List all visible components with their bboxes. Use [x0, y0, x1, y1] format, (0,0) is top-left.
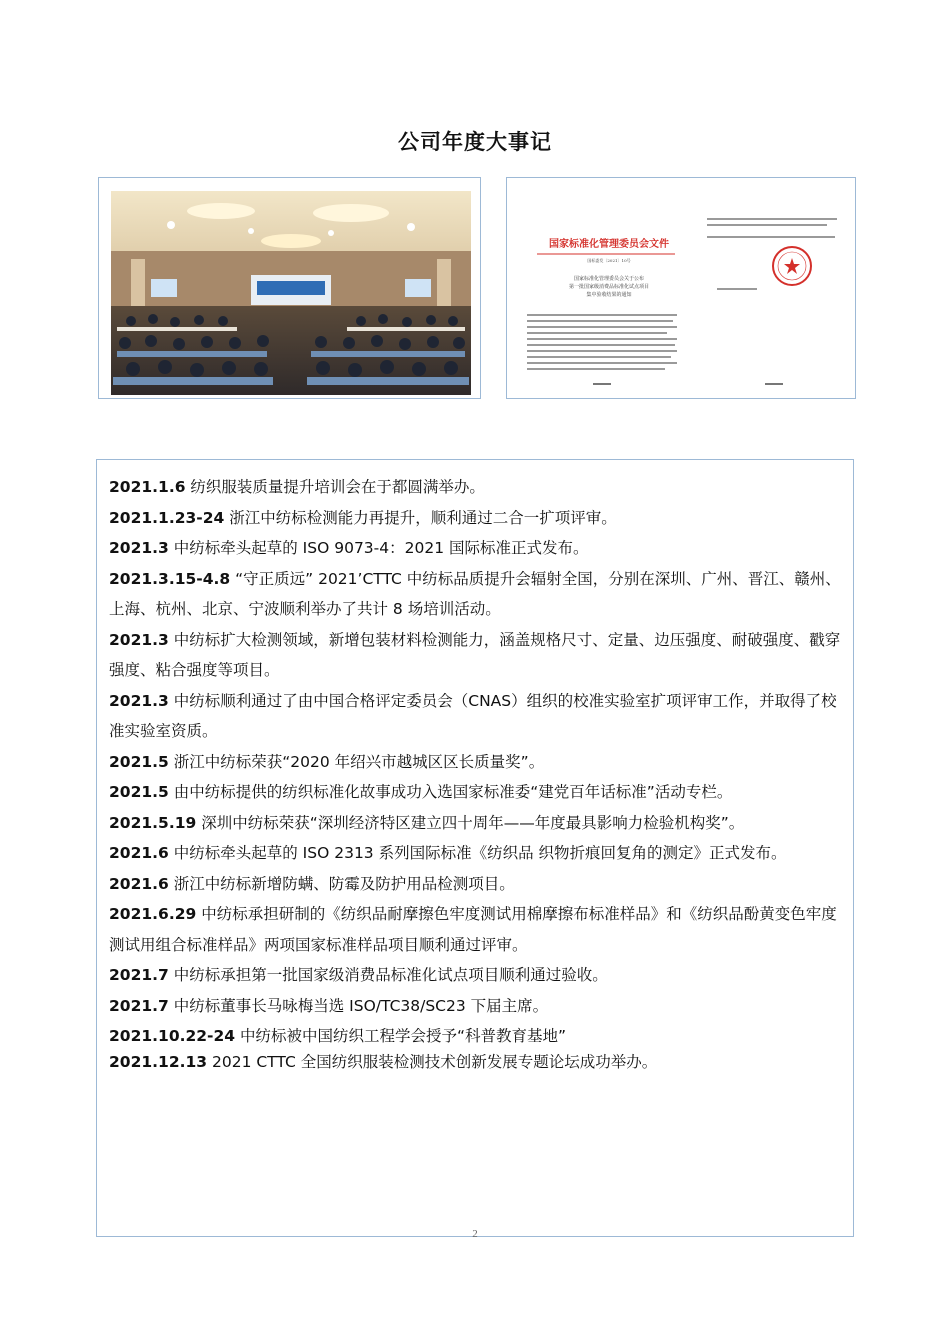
conference-hall-photo — [111, 191, 471, 395]
event-date: 2021.5 — [109, 783, 169, 801]
event-text: 浙江中纺标新增防螨、防霉及防护用品检测项目。 — [168, 874, 515, 893]
event-date: 2021.3.15-4.8 — [109, 569, 231, 588]
event-date: 2021.10.22-24 — [109, 1027, 236, 1045]
event-date: 2021.6 — [109, 844, 169, 862]
event-item — [109, 899, 843, 960]
event-item — [109, 747, 843, 778]
event-item — [109, 777, 843, 808]
event-text: 中纺标扩大检测领域，新增包装材料检测能力，涵盖规格尺寸、定量、边压强度、耐破强度、戳穿强度、粘合强度等项目。 — [109, 630, 841, 679]
page-number: 2 — [472, 1228, 478, 1240]
event-date: 2021.3 — [109, 630, 169, 649]
conference-photo-frame — [98, 177, 481, 399]
document-notice-title: 国家标准化管理委员会关于公布 第一批国家级消费品标准化试点项目 集中验收结果的通知 — [568, 276, 649, 298]
event-item — [109, 1021, 843, 1052]
event-text: 纺织服装质量提升培训会在于都圆满举办。 — [185, 478, 485, 496]
event-item — [109, 1052, 843, 1073]
page-title: 公司年度大事记 — [398, 130, 552, 154]
event-item — [109, 564, 843, 625]
event-date: 2021.7 — [109, 966, 169, 984]
event-item — [109, 533, 843, 564]
events-box — [96, 459, 854, 1237]
event-date: 2021.3 — [109, 691, 169, 710]
official-seal-icon — [771, 245, 813, 287]
event-date: 2021.6.29 — [109, 905, 197, 923]
event-item — [109, 686, 843, 747]
event-date: 2021.12.13 — [109, 1052, 208, 1071]
event-text: 中纺标董事长马咏梅当选 ISO/TC38/SC23 下届主席。 — [168, 996, 549, 1015]
event-item — [109, 838, 843, 869]
event-item — [109, 991, 843, 1022]
event-date: 2021.1.23-24 — [109, 508, 225, 527]
event-text: 由中纺标提供的纺织标准化故事成功入选国家标准委“建党百年话标准”活动专栏。 — [168, 783, 733, 801]
event-text: “守正质远” 2021’CTTC 中纺标品质提升会辐射全国，分别在深圳、广州、晋江、赣州、上海、杭州、北京、宁波顺利举办了共计 8 场培训活动。 — [109, 569, 841, 618]
event-date: 2021.6 — [109, 874, 169, 893]
document-number: 国标委发〔2021〕10号 — [587, 258, 631, 263]
official-document-frame — [506, 177, 856, 399]
conference-photo-illustration — [111, 191, 471, 395]
event-date: 2021.1.6 — [109, 478, 186, 496]
event-text: 中纺标承担第一批国家级消费品标准化试点项目顺利通过验收。 — [168, 966, 608, 984]
event-text: 浙江中纺标检测能力再提升，顺利通过二合一扩项评审。 — [224, 508, 617, 527]
event-item — [109, 869, 843, 900]
event-item — [109, 808, 843, 839]
event-item — [109, 960, 843, 991]
event-date: 2021.5 — [109, 752, 169, 771]
events-list — [109, 472, 843, 1073]
official-document-scan — [507, 178, 855, 398]
event-date: 2021.5.19 — [109, 813, 197, 832]
event-text: 浙江中纺标荣获“2020 年绍兴市越城区区长质量奖”。 — [168, 752, 545, 771]
event-item — [109, 503, 843, 534]
event-text: 中纺标被中国纺织工程学会授予“科普教育基地” — [235, 1027, 567, 1045]
event-date: 2021.3 — [109, 539, 169, 557]
event-text: 2021 CTTC 全国纺织服装检测技术创新发展专题论坛成功举办。 — [207, 1052, 658, 1071]
event-date: 2021.7 — [109, 996, 169, 1015]
event-text: 深圳中纺标荣获“深圳经济特区建立四十周年——年度最具影响力检验机构奖”。 — [196, 813, 745, 832]
event-text: 中纺标牵头起草的 ISO 9073-4：2021 国际标准正式发布。 — [168, 539, 589, 557]
event-text: 中纺标牵头起草的 ISO 2313 系列国际标准《纺织品 织物折痕回复角的测定》正式发布。 — [168, 844, 787, 862]
document-heading: 国家标准化管理委员会文件 — [549, 239, 669, 250]
event-item — [109, 625, 843, 686]
event-text: 中纺标顺利通过了由中国合格评定委员会（CNAS）组织的校准实验室扩项评审工作，并取得了校准实验室资质。 — [109, 691, 837, 740]
event-item — [109, 472, 843, 503]
event-text: 中纺标承担研制的《纺织品耐摩擦色牢度测试用棉摩擦布标准样品》和《纺织品酚黄变色牢度测试用组合标准样品》两项国家标准样品项目顺利通过评审。 — [109, 905, 837, 954]
